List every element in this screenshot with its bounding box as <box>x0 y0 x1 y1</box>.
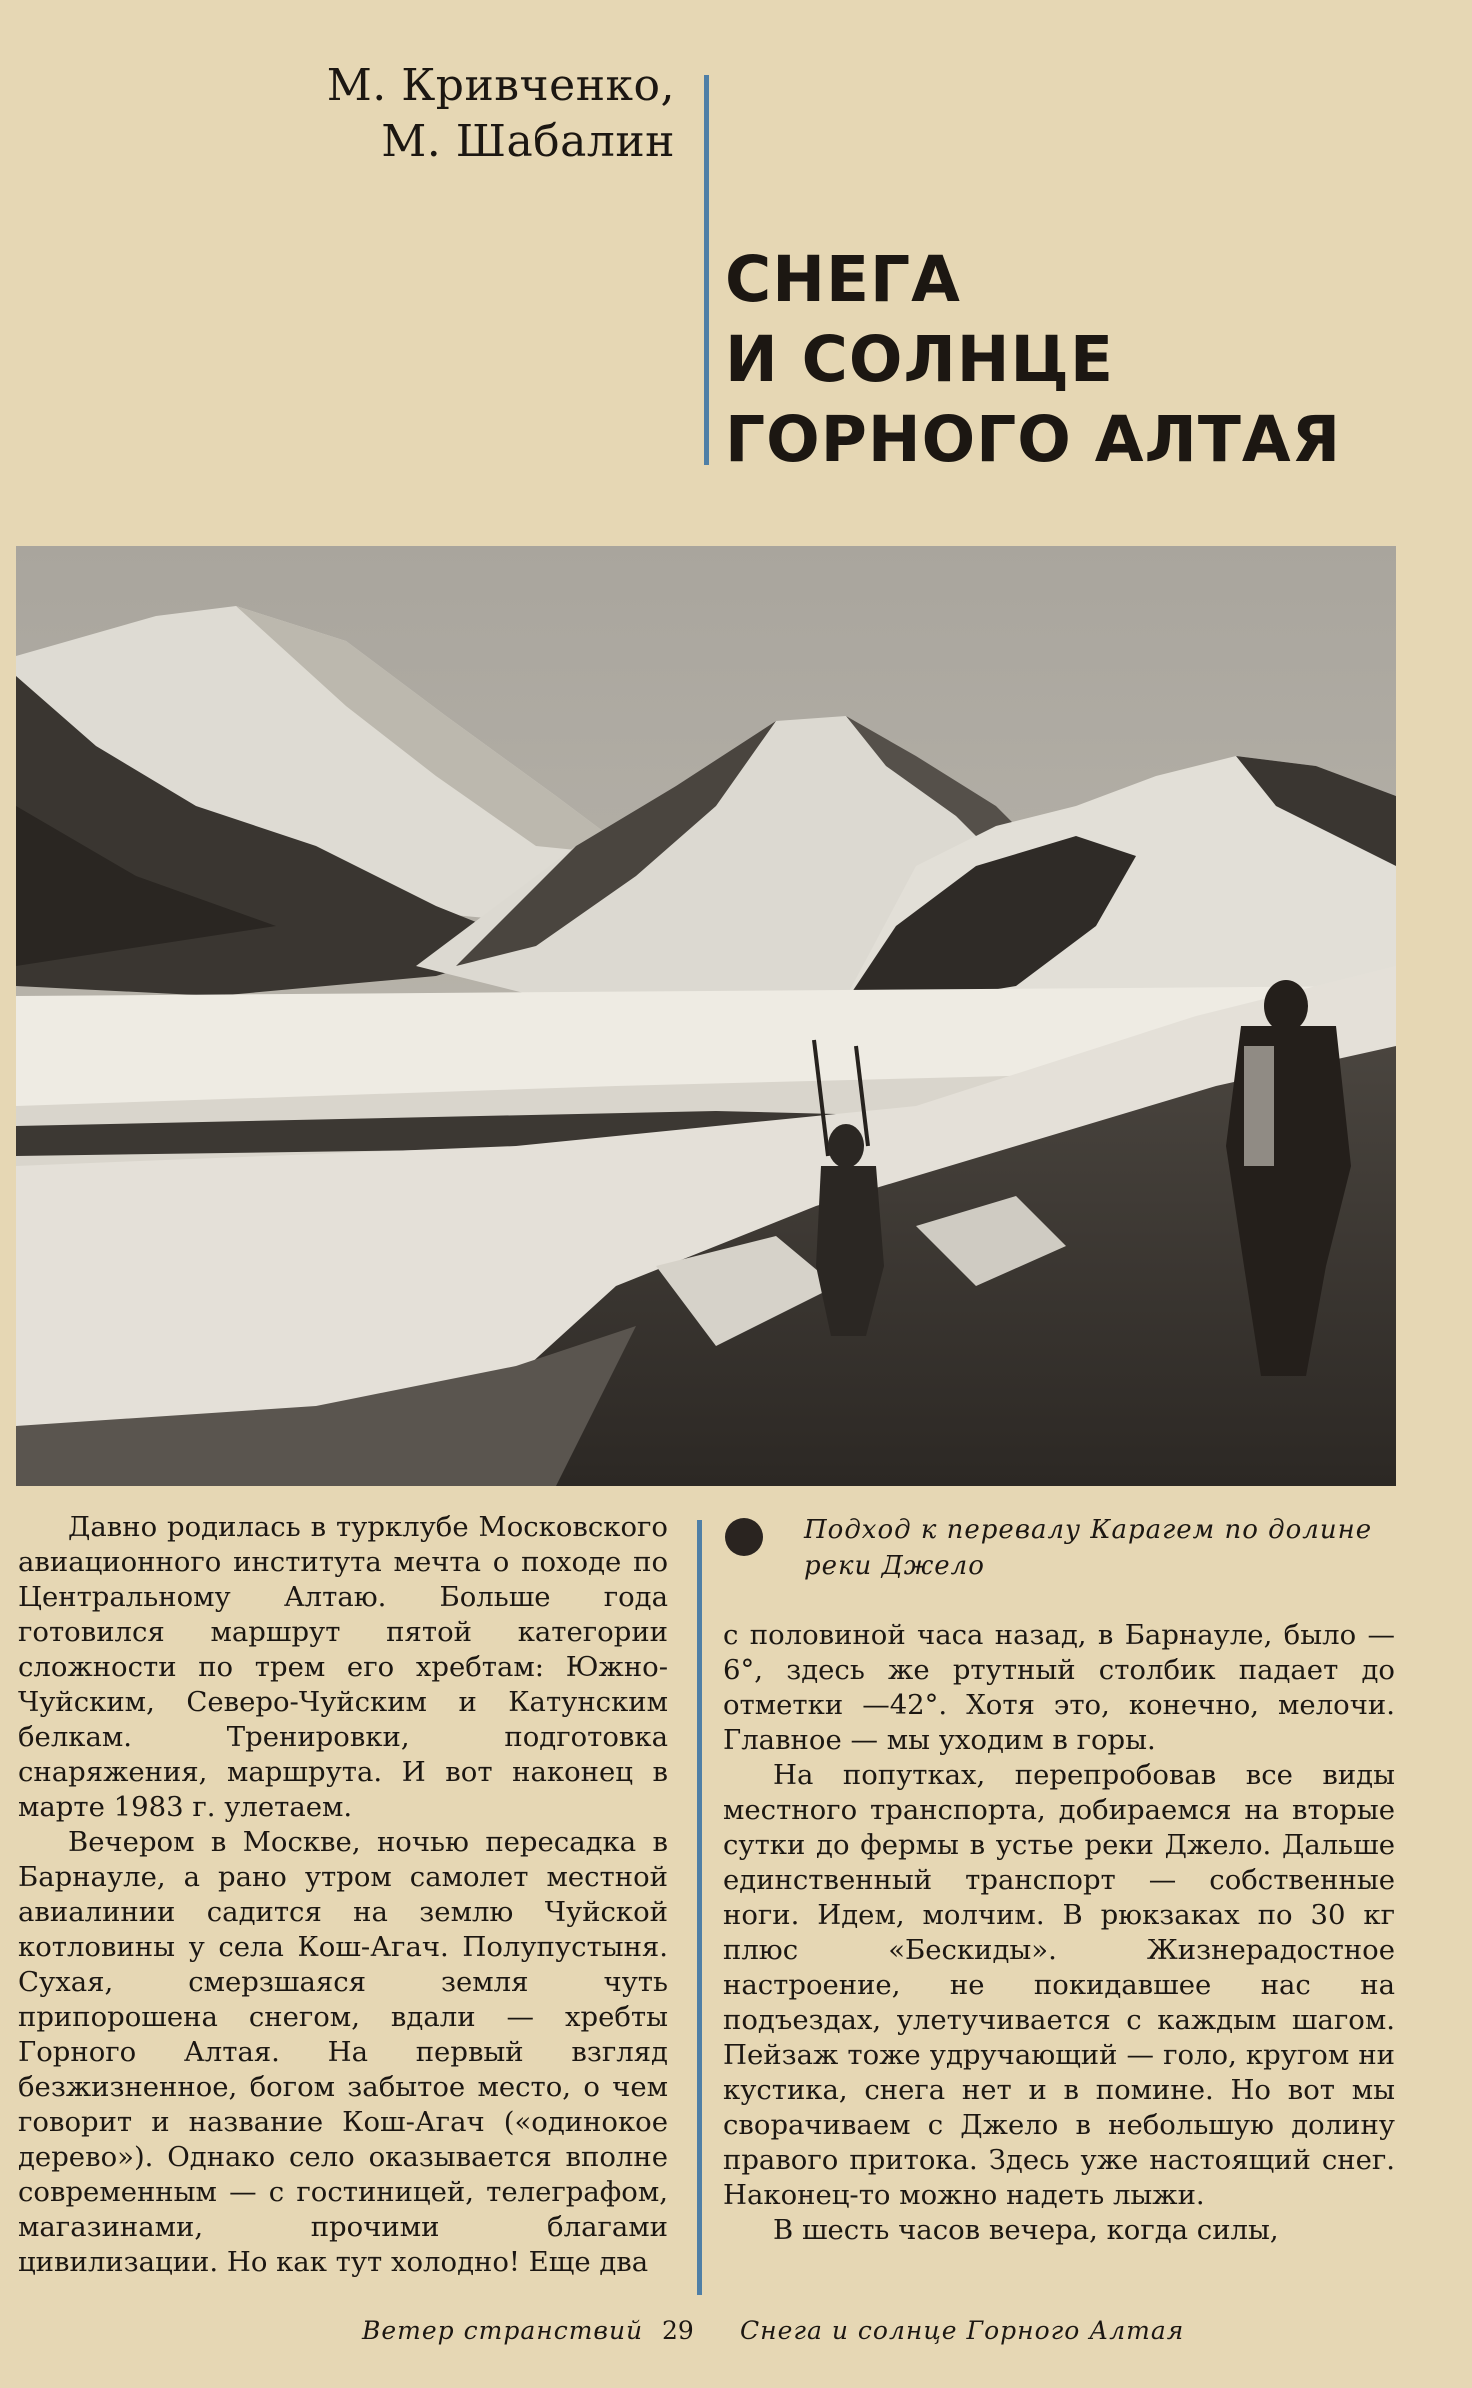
paragraph: В шесть часов вечера, когда силы, <box>773 2214 1279 2246</box>
title-line-3: ГОРНОГО АЛТАЯ <box>725 403 1342 476</box>
paragraph: с половиной часа назад, в Барнауле, было —6°, здесь же ртутный столбик падает до отметки —42°. Хотя это, конечно, мелочи. Главное — мы уходим в горы. <box>723 1619 1395 1756</box>
article-title <box>725 240 1445 480</box>
paragraph: Вечером в Москве, ночью пересадка в Барнауле, а рано утром самолет местной авиалинии садится на землю Чуйской котловины у села Кош-Агач. Полупустыня. Сухая, смерзшаяся земля чуть припорошена снегом, вдали — хребты Горного Алтая. На первый взгляд безжизненное, богом забытое место, о чем говорит и название Кош-Агач («одинокое дерево»). Однако село оказывается вполне современным — с гостиницей, телеграфом, магазинами, прочими благами цивилизации. Но как тут холодно! Еще два <box>18 1826 668 2278</box>
title-line-2: И СОЛНЦЕ <box>725 323 1114 396</box>
author-2: М. Шабалин <box>381 116 675 167</box>
vertical-rule-bottom <box>697 1520 702 2295</box>
mountain-photo <box>16 546 1396 1486</box>
footer-magazine-title: Ветер странствий <box>362 2316 644 2345</box>
paragraph: Давно родилась в турклубе Московского авиационного института мечта о походе по Центральному Алтаю. Больше года готовился маршрут пятой категории сложности по трем его хребтам: Южно-Чуйским, Северо-Чуйским и Катунским белкам. Тренировки, подготовка снаряжения, маршрута. И вот наконец в марте 1983 г. улетаем. <box>18 1511 668 1823</box>
vertical-rule-top <box>704 75 709 465</box>
footer-article-title: Снега и солнце Горного Алтая <box>740 2316 1185 2345</box>
photo-caption: Подход к перевалу Карагем по долине реки Джело <box>804 1515 1373 1581</box>
page-number: 29 <box>662 2316 694 2345</box>
title-line-1: СНЕГА <box>725 243 961 316</box>
photo-illustration <box>16 546 1396 1486</box>
paragraph: На попутках, перепробовав все виды местного транспорта, добираемся на вторые сутки до фермы в устье реки Джело. Дальше единственный транспорт — собственные ноги. Идем, молчим. В рюкзаках по 30 кг плюс «Бескиды». Жизнерадостное настроение, не покидавшее нас на подъездах, улетучивается с каждым шагом. Пейзаж тоже удручающий — голо, кругом ни кустика, снега нет и в помине. Но вот мы сворачиваем с Джело в небольшую долину правого притока. Здесь уже настоящий снег. Наконец-то можно надеть лыжи. <box>723 1759 1395 2211</box>
authors <box>260 58 675 170</box>
author-1: М. Кривченко, <box>326 60 675 111</box>
caption-bullet-icon <box>725 1518 763 1556</box>
text-column-right <box>723 1618 1395 2248</box>
text-column-left <box>18 1510 668 2280</box>
